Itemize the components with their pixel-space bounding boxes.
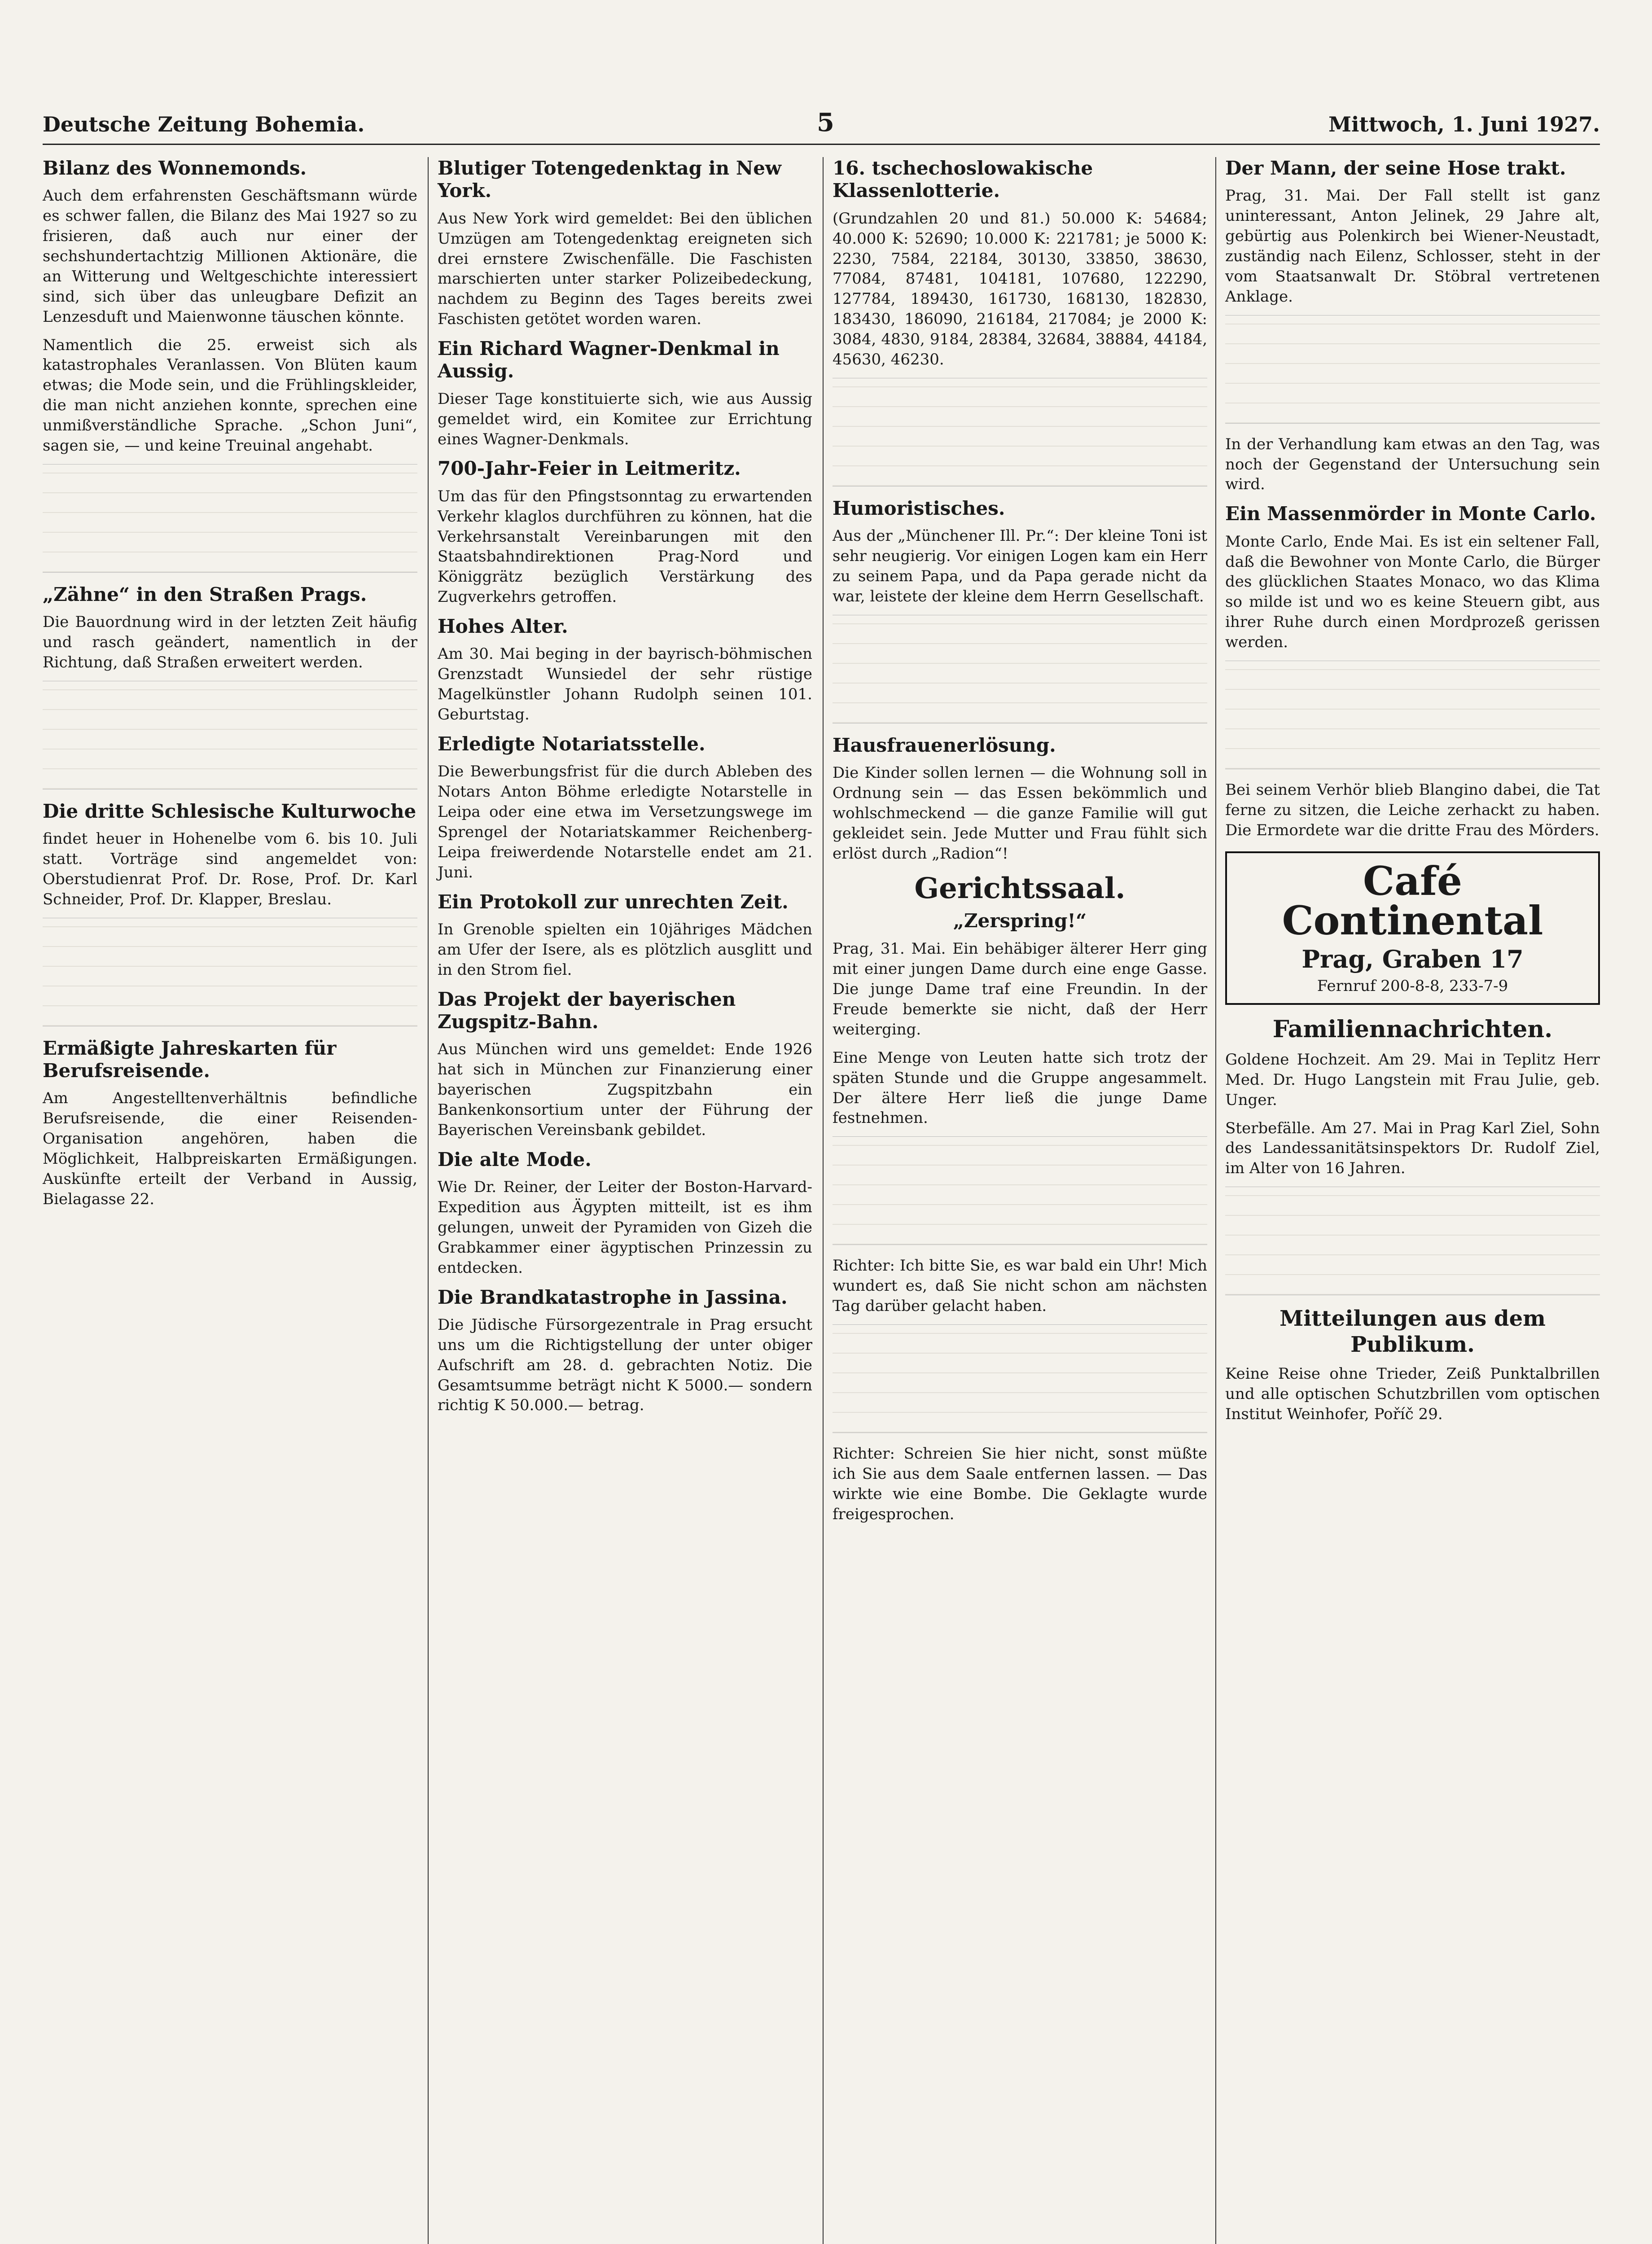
article-heading: Die Brandkatastrophe in Jassina. <box>438 1286 788 1308</box>
column-4 <box>1225 157 1600 1433</box>
newspaper-title: Deutsche Zeitung Bohemia. <box>43 112 365 136</box>
article-heading: Die dritte Schlesische Kulturwoche <box>43 800 416 822</box>
article-heading: Der Mann, der seine Hose trakt. <box>1225 157 1566 179</box>
article-text: Aus New York wird gemeldet: Bei den üblichen Umzügen am Totengedenktag ereigneten sich drei ernstere Zwischenfälle. Die Faschisten marschierten unter starker Polizeibedeckung, nachdem zu Beginn des Tages bereits zwei Faschisten getötet worden waren. <box>438 209 812 329</box>
lottery-results: (Grundzahlen 20 und 81.) 50.000 K: 54684; 40.000 K: 52690; 10.000 K: 221781; je 5000 K: 2230, 7584, 22184, 30130, 33850, 38630, 77084, 87481, 104181, 107680, 122290, 127784, 189430, 161730, 168130, 182830, 183430, 186090, 216184, 217084; je 2000 K: 3084, 4830, 9184, 28384, 32684, 38884, 44184, 45630, 46230. <box>833 209 1207 368</box>
article-text: Eine Menge von Leuten hatte sich trotz der späten Stunde und die Gruppe angesammelt. Der ältere Herr ließ die junge Dame festnehmen. <box>833 1048 1207 1127</box>
text-block <box>833 378 1207 486</box>
column-2 <box>438 157 812 1424</box>
article-text: Um das für den Pfingstsonntag zu erwartenden Verkehr klaglos durchführen zu können, hat die Verkehrsanstalt Vereinbarungen mit den Staatsbahndirektionen Prag-Nord und Königgrätz bezüglich Verstärkung des Zugverkehrs getroffen. <box>438 487 812 606</box>
article-heading: „Zähne“ in den Straßen Prags. <box>43 583 367 605</box>
article-text: Goldene Hochzeit. Am 29. Mai in Teplitz Herr Med. Dr. Hugo Langstein mit Frau Julie, geb. Unger. <box>1225 1050 1600 1109</box>
article-heading: „Zerspring!“ <box>953 910 1087 932</box>
text-block <box>1225 1187 1600 1295</box>
text-block <box>1225 315 1600 424</box>
article-heading: 16. tschechoslowakische Klassenlotterie. <box>833 157 1093 202</box>
column-rule <box>428 157 429 2244</box>
section-title-gerichtssaal: Gerichtssaal. <box>914 872 1126 906</box>
text-block <box>833 1324 1207 1433</box>
cafe-continental-ad <box>1225 851 1600 1005</box>
section-title-family: Familiennachrichten. <box>1272 1015 1553 1043</box>
article-heading: Ermäßigte Jahreskarten für Berufsreisende. <box>43 1037 337 1082</box>
article-text: Auch dem erfahrensten Geschäftsmann würde es schwer fallen, die Bilanz des Mai 1927 so zu frisieren, daß auch nur einer der sechshundertachtzig Millionen Aktionäre, die an Witterung und Weltgeschichte interessiert sind, sich über das unleugbare Defizit an Lenzesduft und Maienwonne täuschen könnte. <box>43 187 417 326</box>
article-text: Richter: Schreien Sie hier nicht, sonst müßte ich Sie aus dem Saale entfernen lassen. — Das wirkte wie eine Bombe. Die Geklagte wurde freigesprochen. <box>833 1444 1207 1523</box>
article-text: Aus München wird uns gemeldet: Ende 1926 hat sich in München zur Finanzierung einer bayerischen Zugspitzbahn ein Bankenkonsortium unter der Führung der Bayerischen Vereinsbank gebildet. <box>438 1040 812 1139</box>
ad-phone: Fernruf 200-8-8, 233-7-9 <box>1317 977 1508 995</box>
article-heading: Blutiger Totengedenktag in New York. <box>438 157 782 202</box>
article-text: Am Angestelltenverhältnis befindliche Berufsreisende, die einer Reisenden-Organisation angehören, haben die Möglichkeit, Halbpreiskarten Ermäßigungen. Auskünfte erteilt der Verband in Aussig, Bielagasse 22. <box>43 1089 417 1208</box>
article-heading: Hohes Alter. <box>438 615 568 638</box>
article-text: Die Jüdische Fürsorgezentrale in Prag ersucht uns um die Richtigstellung der unter obiger Aufschrift am 28. d. gebrachten Notiz. Die Gesamtsumme beträgt nicht K 5000.— sondern richtig K 50.000.— betrag. <box>438 1315 812 1415</box>
text-block <box>1225 661 1600 769</box>
article-text: Dieser Tage konstituierte sich, wie aus Aussig gemeldet wird, ein Komitee zur Errichtung eines Wagner-Denkmals. <box>438 390 812 448</box>
article-text: Prag, 31. Mai. Der Fall stellt ist ganz uninteressant, Anton Jelinek, 29 Jahre alt, gebürtig aus Polenkirch bei Wiener-Neustadt, zuständig nach Eilenz, Schlosser, steht in der vom Staatsanwalt Dr. Stöbral vertretenen Anklage. <box>1225 187 1600 306</box>
article-text: findet heuer in Hohenelbe vom 6. bis 10. Juli statt. Vorträge sind angemeldet von: Oberstudienrat Prof. Dr. Rose, Prof. Dr. Karl Schneider, Prof. Dr. Klapper, Breslau. <box>43 830 417 908</box>
text-block <box>43 681 417 789</box>
column-3 <box>833 157 1207 1532</box>
article-text: Aus der „Münchener Ill. Pr.“: Der kleine Toni ist sehr neugierig. Vor einigen Logen kam ein Herr zu seinem Papa, und da Papa gerade nicht da war, leistete der kleine dem Herrn Gesellschaft. <box>833 527 1207 605</box>
text-block <box>43 464 417 573</box>
ad-address: Prag, Graben 17 <box>1301 944 1524 973</box>
article-text: In Grenoble spielten ein 10jähriges Mädchen am Ufer der Isere, als es plötzlich ausglitt und in den Strom fiel. <box>438 920 812 979</box>
article-heading: 700-Jahr-Feier in Leitmeritz. <box>438 457 741 480</box>
newspaper-page <box>43 108 1600 2244</box>
column-rule <box>1215 157 1216 2244</box>
article-heading: Hausfrauenerlösung. <box>833 734 1056 756</box>
article-text: Die Bauordnung wird in der letzten Zeit häufig und rasch geändert, namentlich in der Richtung, daß Straßen erweitert werden. <box>43 613 417 671</box>
article-heading: Die alte Mode. <box>438 1148 592 1170</box>
article-heading: Bilanz des Wonnemonds. <box>43 157 307 179</box>
issue-date: Mittwoch, 1. Juni 1927. <box>1328 112 1600 136</box>
article-text: Die Kinder sollen lernen — die Wohnung soll in Ordnung sein — das Essen bekömmlich und wohlschmeckend — die ganze Familie will gut gekleidet sein. Jede Mutter und Frau fühlt sich erlöst durch „Radion“! <box>833 764 1207 863</box>
article-heading: Ein Richard Wagner-Denkmal in Aussig. <box>438 337 780 382</box>
article-heading: Das Projekt der bayerischen Zugspitz-Bahn. <box>438 988 736 1033</box>
page-header <box>43 108 1600 145</box>
article-text: Die Bewerbungsfrist für die durch Ableben des Notars Anton Böhme erledigte Notarstelle in Leipa oder eine etwa im Versetzungswege im Sprengel der Notariatskammer Reichenberg-Leipa freiwerdende Notarstelle endet am 21. Juni. <box>438 763 812 881</box>
column-rule <box>823 157 824 2244</box>
article-text: In der Verhandlung kam etwas an den Tag, was noch der Gegenstand der Untersuchung sein wird. <box>1225 435 1600 494</box>
ad-title: Café Continental <box>1282 857 1543 944</box>
text-block <box>833 615 1207 723</box>
section-title-publikum: Mitteilungen aus dem Publikum. <box>1280 1306 1546 1357</box>
article-heading: Ein Protokoll zur unrechten Zeit. <box>438 890 789 913</box>
article-text: Keine Reise ohne Trieder, Zeiß Punktalbrillen und alle optischen Schutzbrillen vom optischen Institut Weinhofer, Poříč 29. <box>1225 1365 1600 1424</box>
article-heading: Ein Massenmörder in Monte Carlo. <box>1225 503 1596 525</box>
article-text: Bei seinem Verhör blieb Blangino dabei, die Tat ferne zu sitzen, die Leiche zerhackt zu haben. Die Ermordete war die dritte Frau des Mörders. <box>1225 780 1600 839</box>
text-block <box>43 918 417 1026</box>
column-1 <box>43 157 417 1218</box>
article-text: Monte Carlo, Ende Mai. Es ist ein seltener Fall, daß die Bewohner von Monte Carlo, die Bürger des glücklichen Staates Monaco, wo das Klima so milde ist und wo es keine Steuern gibt, aus ihrer Ruhe durch einen Mordprozeß gerissen werden. <box>1225 532 1600 652</box>
article-heading: Humoristisches. <box>833 497 1005 519</box>
text-block <box>833 1136 1207 1245</box>
article-text: Am 30. Mai beging in der bayrisch-böhmischen Grenzstadt Wunsiedel der sehr rüstige Magelkünstler Johann Rudolph seinen 101. Geburtstag. <box>438 645 812 724</box>
article-text: Prag, 31. Mai. Ein behäbiger älterer Herr ging mit einer jungen Dame durch eine enge Gasse. Die junge Dame traf eine Freundin. In der Freude bemerkte sie nicht, daß der Herr weiterging. <box>833 940 1207 1039</box>
article-heading: Erledigte Notariatsstelle. <box>438 732 705 755</box>
article-text: Wie Dr. Reiner, der Leiter der Boston-Harvard-Expedition aus Ägypten mitteilt, ist es ihm gelungen, unweit der Pyramiden von Gizeh die Grabkammer einer ägyptischen Prinzessin zu entdecken. <box>438 1178 812 1277</box>
article-text: Sterbefälle. Am 27. Mai in Prag Karl Ziel, Sohn des Landessanitätsinspektors Dr. Rudolf Ziel, im Alter von 16 Jahren. <box>1225 1119 1600 1178</box>
article-text: Namentlich die 25. erweist sich als katastrophales Veranlassen. Von Blüten kaum etwas; die Mode sein, und die Frühlingskleider, die man nicht anziehen konnte, sprechen eine unmißverständliche Sprache. „Schon Juni“, sagen sie, — und keine Treuinal angehabt. <box>43 336 417 455</box>
article-text: Richter: Ich bitte Sie, es war bald ein Uhr! Mich wundert es, daß Sie nicht schon am nächsten Tag darüber gelacht haben. <box>833 1257 1207 1315</box>
page-number: 5 <box>817 108 834 137</box>
